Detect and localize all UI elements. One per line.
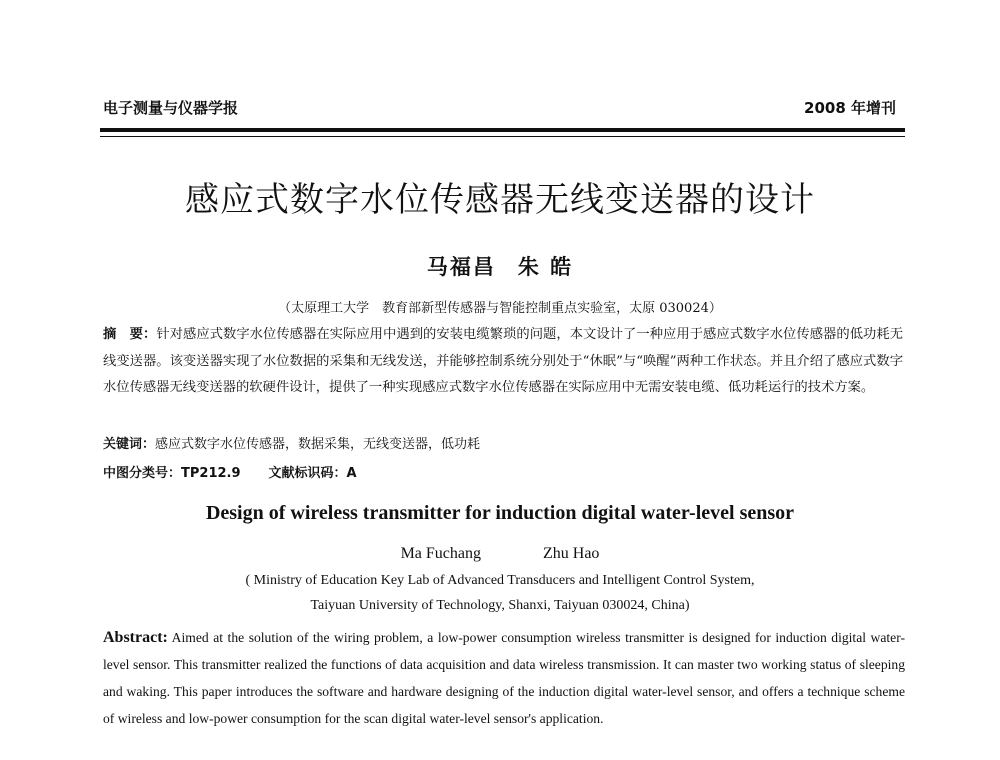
title-cn: 感应式数字水位传感器无线变送器的设计 xyxy=(185,180,815,220)
title-en: Design of wireless transmitter for induction digital water-level sensor xyxy=(205,502,795,524)
author-cn-2: 朱 皓 xyxy=(517,254,574,279)
abstract-cn xyxy=(103,322,903,402)
doc-code-value: A xyxy=(346,466,357,481)
abstract-cn-text: 针对感应式数字水位传感器在实际应用中遇到的安装电缆繁琐的问题，本文设计了一种应用于感应式数字水位传感器的低功耗无线变送器。该变送器实现了水位数据的采集和无线发送，并能够控制系统分别处于“休眠”与“唤醒”两种工作状态。并且介绍了感应式数字水位传感器无线变送器的软硬件设计，提供了一种实现感应式数字水位传感器在实际应用中无需安装电缆、低功耗运行的技术方案。 xyxy=(103,327,904,395)
clc-entry xyxy=(103,466,241,481)
author-en-2: Zhu Hao xyxy=(543,545,600,562)
keywords-cn xyxy=(103,433,480,452)
doc-code-label: 文献标识码： xyxy=(268,466,347,481)
issue-label: 2008 年增刊 xyxy=(804,99,896,117)
header-rule-thin xyxy=(100,136,905,137)
authors-en xyxy=(0,545,1000,563)
keywords-cn-label: 关键词： xyxy=(103,437,156,452)
author-en-1: Ma Fuchang xyxy=(400,545,481,562)
abstract-en-text: Aimed at the solution of the wiring problem, a low-power consumption wireless transmitter is designed for induction digital water-level sensor. This transmitter realized the functions of data acquisition and data wireless transmission. It can master two working status of sleeping and waking. This paper introduces the software and hardware designing of the induction digital water-level sensor, and offers a technique scheme of wireless and low-power consumption for the scan digital water-level sensor's application. xyxy=(103,630,905,726)
doc-code-entry xyxy=(269,466,357,481)
author-cn-1: 马福昌 xyxy=(426,254,496,279)
classification xyxy=(103,462,357,481)
abstract-en-label: Abstract: xyxy=(103,629,168,646)
affiliation-cn: （太原理工大学 教育部新型传感器与智能控制重点实验室，太原 030024） xyxy=(278,301,722,316)
clc-label: 中图分类号： xyxy=(103,466,182,481)
affiliation-en-line-2: Taiyuan University of Technology, Shanxi, Taiyuan 030024, China) xyxy=(310,598,690,613)
abstract-cn-label: 摘 要： xyxy=(103,327,157,342)
journal-name: 电子测量与仪器学报 xyxy=(103,99,239,117)
header-rule-thick xyxy=(100,128,905,132)
keywords-cn-text: 感应式数字水位传感器，数据采集，无线变送器，低功耗 xyxy=(155,437,481,452)
clc-value: TP212.9 xyxy=(181,466,241,481)
affiliation-en-line-1: ( Ministry of Education Key Lab of Advanced Transducers and Intelligent Control System, xyxy=(245,573,755,588)
authors-cn xyxy=(0,251,1000,281)
abstract-en xyxy=(103,624,905,732)
